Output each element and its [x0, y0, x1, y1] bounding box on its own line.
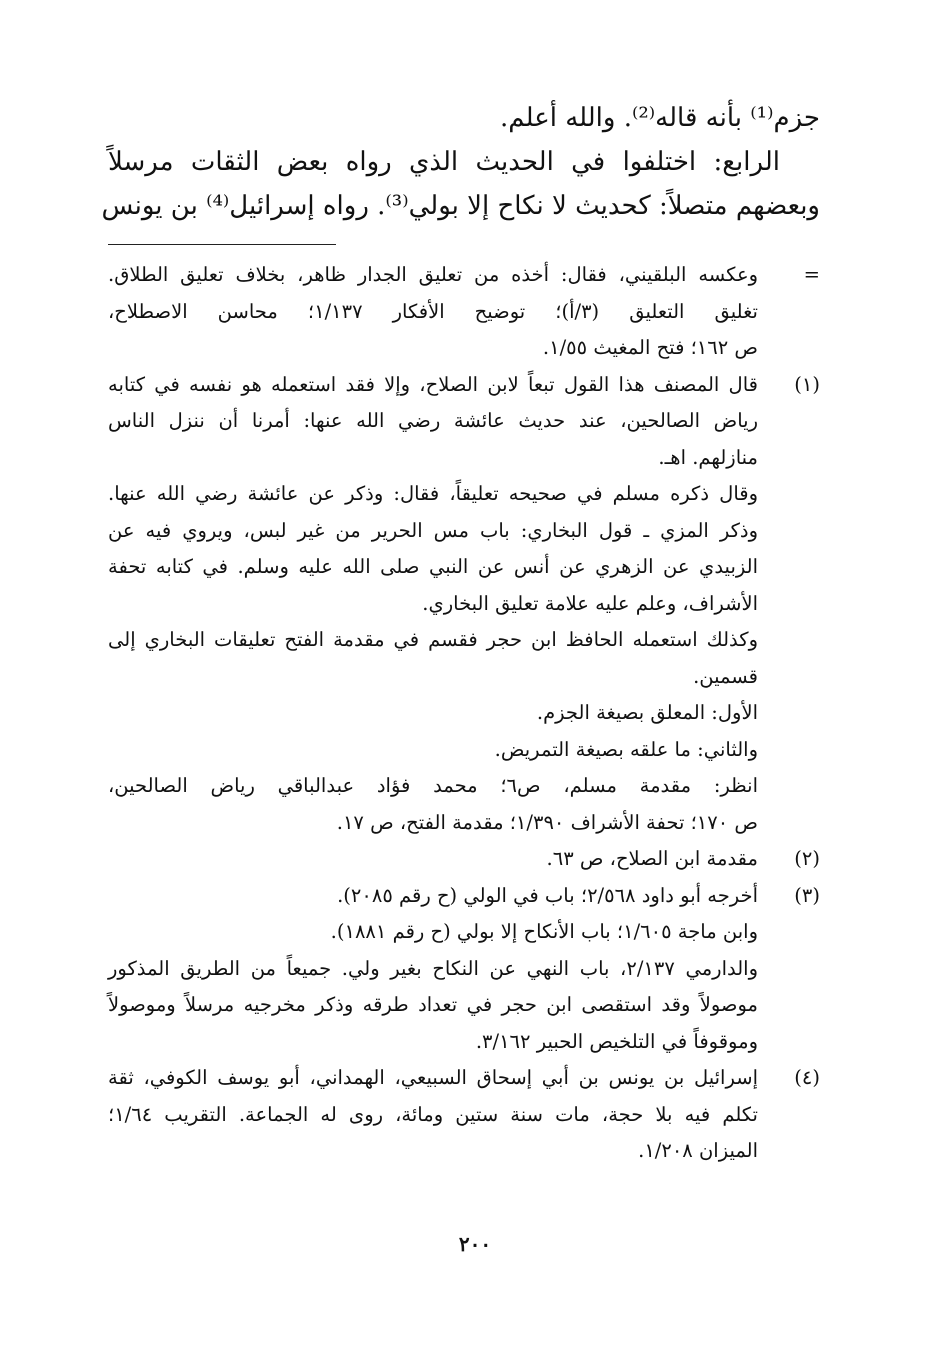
- footnote-line: وكذلك استعمله الحافظ ابن حجر فقسم في مقدمة الفتح تعليقات البخاري إلى: [108, 628, 758, 651]
- footnote-2: [108, 841, 820, 878]
- main-line: الرابع: اختلفوا في الحديث الذي رواه بعض الثقات مرسلاً: [108, 147, 780, 177]
- footnote-1: [108, 367, 820, 404]
- footnote-line: الأشراف، وعلم عليه علامة تعليق البخاري.: [422, 591, 758, 615]
- footnote-text: مقدمة ابن الصلاح، ص ٦٣.: [546, 847, 758, 870]
- continuation-marker: =: [803, 263, 820, 286]
- footnote-line: رياض الصالحين، عند حديث عائشة رضي الله عنها: أمرنا أن ننزل الناس: [108, 409, 758, 432]
- footnote-text: أخرجه أبو داود ٢/٥٦٨؛ باب في الولي (ح رقم ٢٠٨٥).: [337, 883, 758, 907]
- footnote-text: إسرائيل بن يونس بن أبي إسحاق السبيعي، الهمداني، أبو يوسف الكوفي، ثقة: [108, 1066, 758, 1089]
- footnote-line: وموقوفاً في التلخيص الحبير ٣/١٦٢.: [475, 1029, 758, 1053]
- footnote-line: الزبيدي عن الزهري عن أنس عن النبي صلى الله عليه وسلم. في كتابه تحفة: [108, 555, 758, 578]
- footnote-marker: (٣): [794, 883, 820, 907]
- footnote-line: منازلهم. اهـ.: [658, 445, 758, 469]
- footnote-marker: (١): [794, 372, 820, 396]
- footnote-line: ص ١٦٢؛ فتح المغيث ١/٥٥.: [542, 336, 758, 359]
- footnote-line: الأول: المعلق بصيغة الجزم.: [536, 701, 758, 724]
- footnote-marker: (٤): [794, 1066, 820, 1089]
- footnote-line: تكلم فيه بلا حجة، مات سنة ستين ومائة، روى له الجماعة. التقريب ١/٦٤؛: [108, 1102, 758, 1126]
- footnote-line: قسمين.: [693, 664, 758, 688]
- footnote-line: ص ١٧٠؛ تحفة الأشراف ١/٣٩٠؛ مقدمة الفتح، ص ١٧.: [336, 810, 758, 834]
- footnote-separator: [108, 244, 336, 245]
- footnote-line: موصولاً وقد استقصى ابن حجر في تعداد طرقه وذكر مخرجيه مرسلاً وموصولاً: [108, 993, 758, 1016]
- footnotes: [108, 257, 820, 1170]
- footnote-marker: (٢): [794, 847, 820, 870]
- footnote-line: والدارمي ٢/١٣٧، باب النهي عن النكاح بغير ولي. جميعاً من الطريق المذكور: [108, 956, 758, 980]
- main-text: [101, 96, 820, 228]
- footnote-line: انظر: مقدمة مسلم، ص٦؛ محمد فؤاد عبدالباقي رياض الصالحين،: [108, 774, 758, 797]
- footnote-line: تغليق التعليق (٣/أ)؛ توضيح الأفكار ١/١٣٧؛ محاسن الاصطلاح،: [108, 299, 758, 323]
- footnote-4: [108, 1060, 820, 1097]
- page-number: ٢٠٠: [458, 1232, 492, 1256]
- main-line: جزم⁽¹⁾ بأنه قاله⁽²⁾. والله أعلم.: [500, 103, 820, 133]
- footnote-3: [108, 878, 820, 915]
- footnote-line: وذكر المزي ـ قول البخاري: باب مس الحرير من غير لبس، ويروي فيه عن: [108, 518, 758, 542]
- main-line: وبعضهم متصلاً: كحديث لا نكاح إلا بولي⁽³⁾. رواه إسرائيل⁽⁴⁾ بن يونس: [101, 191, 820, 221]
- footnote-line: وابن ماجة ١/٦٠٥؛ باب الأنكاح إلا بولي (ح رقم ١٨٨١).: [330, 920, 758, 943]
- footnote-text: قال المصنف هذا القول تبعاً لابن الصلاح، وإلا فقد استعمله هو نفسه في كتابه: [108, 372, 758, 396]
- footnote-text: وعكسه البلقيني، فقال: أخذه من تعليق الجدار ظاهر، بخلاف تعليق الطلاق.: [108, 263, 758, 286]
- footnote-line: والثاني: ما علقه بصيغة التمريض.: [494, 737, 758, 761]
- footnote-line: [108, 257, 820, 294]
- footnote-line: الميزان ١/٢٠٨.: [638, 1139, 758, 1162]
- page-body: [101, 96, 820, 1170]
- footnote-line: وقال ذكره مسلم في صحيحه تعليقاً، فقال: وذكر عن عائشة رضي الله عنها.: [108, 482, 758, 505]
